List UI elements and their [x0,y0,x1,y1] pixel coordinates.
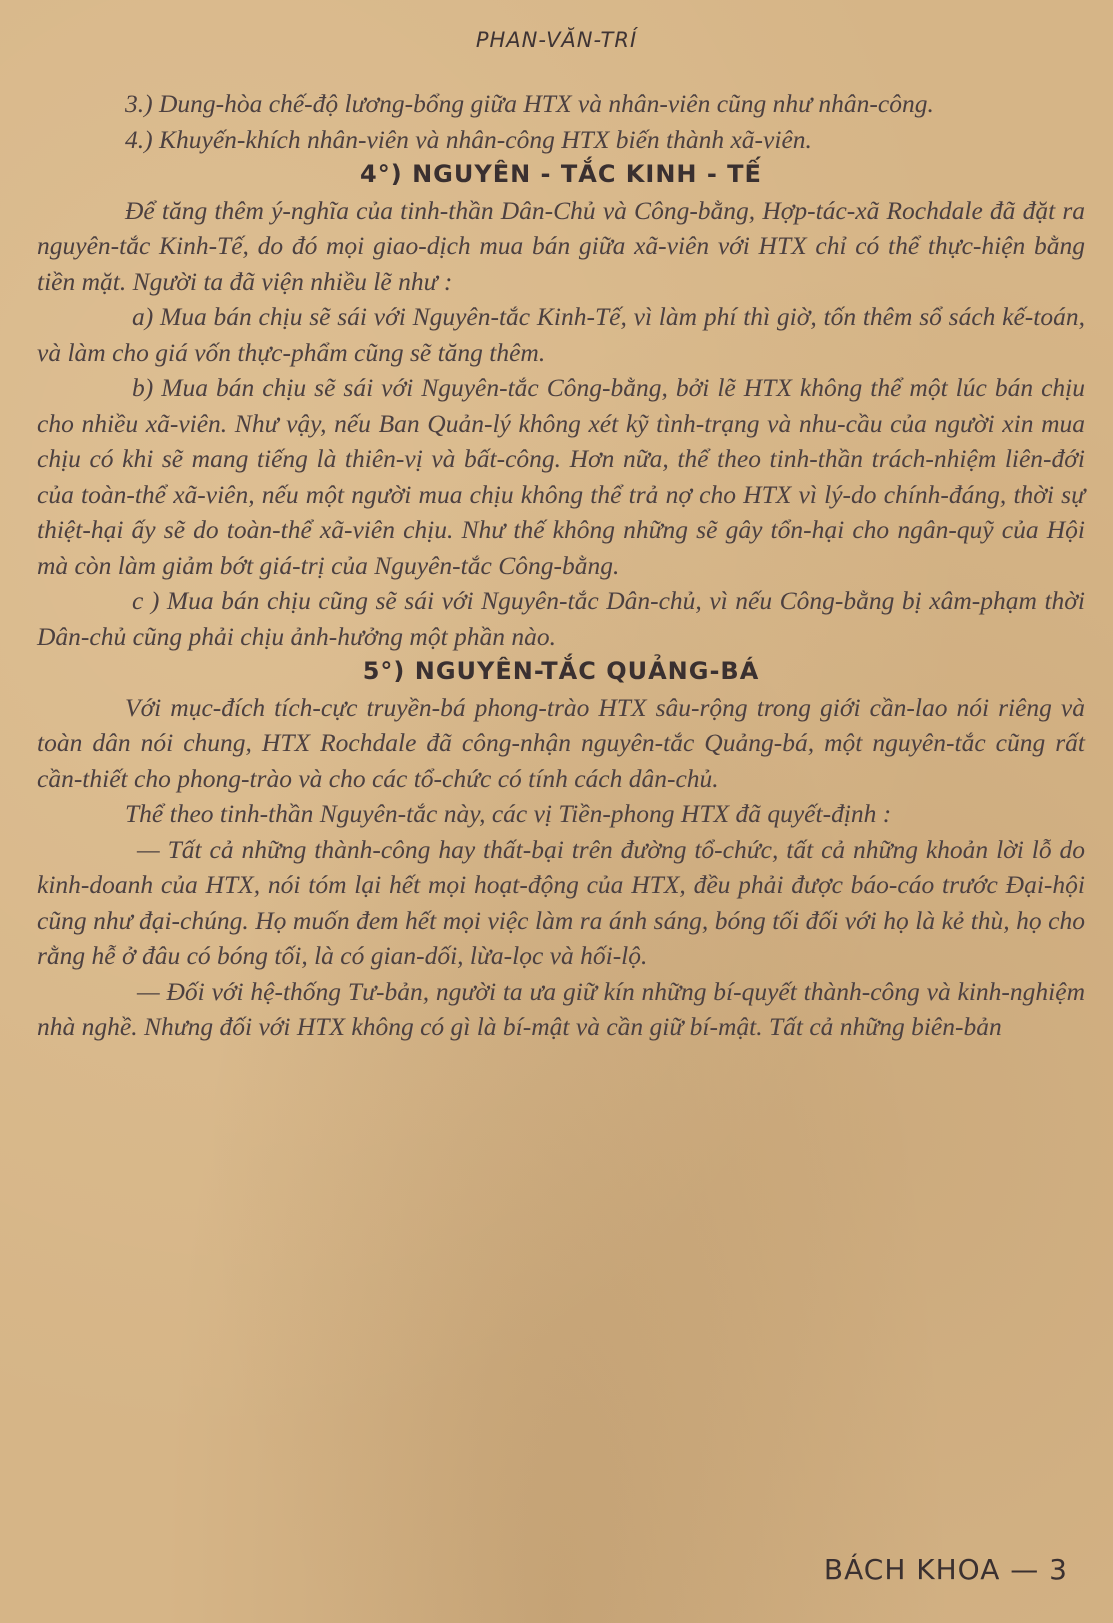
paragraph-item-b: b) Mua bán chịu sẽ sái với Nguyên-tắc Công-bằng, bởi lẽ HTX không thể một lúc bán chịu cho nhiều xã-viên. Như vậy, nếu Ban Quản-lý không xét kỹ tình-trạng và nhu-cầu của người xin mua chịu có khi sẽ mang tiếng là thiên-vị và bất-công. Hơn nữa, thể theo tinh-thần trách-nhiệm liên-đới của toàn-thể xã-viên, nếu một người mua chịu không thể trả nợ cho HTX vì lý-do chính-đáng, thời sự thiệt-hại ấy sẽ do toàn-thể xã-viên chịu. Như thế không những sẽ gây tổn-hại cho ngân-quỹ của Hội mà còn làm giảm bớt giá-trị của Nguyên-tắc Công-bằng. [37,373,1085,580]
section-heading-5: 5°) NGUYÊN-TẮC QUẢNG-BÁ [362,657,760,685]
paragraph-dash-2: — Đối với hệ-thống Tư-bản, người ta ưa giữ kín những bí-quyết thành-công và kinh-nghiệm nhà nghề. Nhưng đối với HTX không có gì là bí-mật và cần giữ bí-mật. Tất cả những biên-bản [37,976,1085,1041]
section-heading-4: 4°) NGUYÊN - TẮC KINH - TẾ [360,160,762,188]
page-footer: BÁCH KHOA — 3 [823,1553,1068,1586]
article-body [37,86,1085,1045]
paragraph-item-a: a) Mua bán chịu sẽ sái với Nguyên-tắc Kinh-Tế, vì làm phí thì giờ, tốn thêm sổ sách kế-toán, và làm cho giá vốn thực-phẩm cũng sẽ tăng thêm. [37,302,1085,367]
paragraph-decision: Thể theo tinh-thần Nguyên-tắc này, các vị Tiền-phong HTX đã quyết-định : [125,799,892,828]
paragraph-item-3: 3.) Dung-hòa chế-độ lương-bổng giữa HTX và nhân-viên cũng như nhân-công. [125,89,934,118]
paragraph-economic-principle: Để tăng thêm ý-nghĩa của tinh-thần Dân-Chủ và Công-bằng, Hợp-tác-xã Rochdale đã đặt ra nguyên-tắc Kinh-Tế, do đó mọi giao-dịch mua bán giữa xã-viên với HTX chỉ có thể thực-hiện bằng tiền mặt. Người ta đã viện nhiều lẽ như : [37,195,1085,296]
running-head: PHAN-VĂN-TRÍ [475,28,638,52]
paragraph-item-4: 4.) Khuyến-khích nhân-viên và nhân-công HTX biến thành xã-viên. [125,124,812,154]
paragraph-item-c: c ) Mua bán chịu cũng sẽ sái với Nguyên-tắc Dân-chủ, vì nếu Công-bằng bị xâm-phạm thời Dân-chủ cũng phải chịu ảnh-hưởng một phần nào. [37,586,1085,651]
paragraph-publicity-principle: Với mục-đích tích-cực truyền-bá phong-trào HTX sâu-rộng trong giới cần-lao nói riêng và toàn dân nói chung, HTX Rochdale đã công-nhận nguyên-tắc Quảng-bá, một nguyên-tắc cũng rất cần-thiết cho phong-trào và cho các tổ-chức có tính cách dân-chủ. [37,692,1085,793]
paragraph-dash-1: — Tất cả những thành-công hay thất-bại trên đường tổ-chức, tất cả những khoản lời lỗ do kinh-doanh của HTX, nói tóm lại hết mọi hoạt-động của HTX, đều phải được báo-cáo trước Đại-hội cũng như đại-chúng. Họ muốn đem hết mọi việc làm ra ánh sáng, bóng tối đối với họ là kẻ thù, họ cho rằng hễ ở đâu có bóng tối, là có gian-dối, lừa-lọc và hối-lộ. [37,834,1085,970]
